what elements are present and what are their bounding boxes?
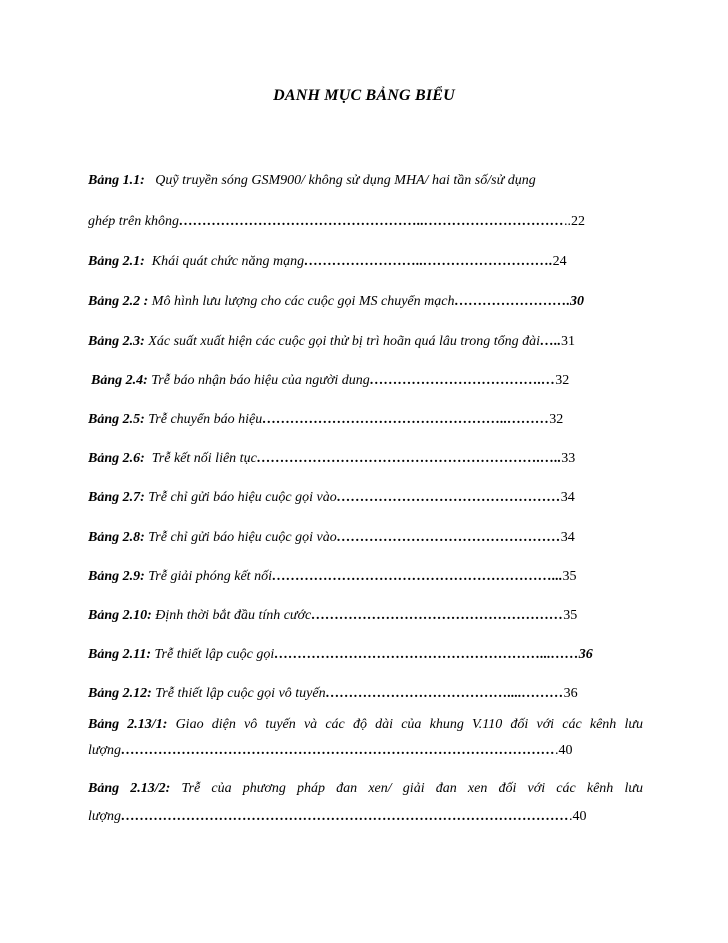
- page-number: 35: [563, 608, 578, 623]
- page-number: 32: [549, 412, 564, 427]
- toc-entry-1-1[interactable]: [88, 172, 643, 190]
- page-number: .40: [569, 809, 587, 824]
- entry-label: Bảng 2.3:: [88, 334, 145, 349]
- leader-dots: ………………………………………………: [311, 608, 564, 623]
- toc-entry-2-3[interactable]: [88, 333, 643, 351]
- toc-entry-2-2[interactable]: [88, 293, 643, 311]
- entry-text: Trễ chỉ gửi báo hiệu cuộc gọi vào: [148, 530, 337, 545]
- entry-text: Xác suất xuất hiện các cuộc gọi thử bị trì hoãn quá lâu trong tổng đài: [148, 334, 540, 349]
- leader-dots: ……………………………………………..………: [262, 412, 550, 427]
- leader-dots: …..: [539, 334, 561, 349]
- leader-dots: ……………………………….…: [369, 373, 556, 388]
- leader-dots: ……………………………………………………...: [271, 569, 563, 584]
- entry-text: Trễ thiết lập cuộc gọi: [154, 647, 275, 662]
- toc-entry-2-9[interactable]: [88, 568, 643, 586]
- page-number: .30: [566, 294, 584, 309]
- page-title: DANH MỤC BẢNG BIỂU: [273, 87, 455, 104]
- entry-label: Bảng 2.6:: [88, 451, 145, 466]
- entry-text: Trễ chỉ gửi báo hiệu cuộc gọi vào: [148, 490, 337, 505]
- entry-text: Giao diện vô tuyến và các độ dài của khung V.110 đối với các kênh lưu: [175, 717, 643, 732]
- leader-dots: …………………………………………: [336, 530, 561, 545]
- entry-text: Trễ báo nhận báo hiệu của người dung: [151, 373, 370, 388]
- toc-entry-2-13-2[interactable]: [88, 780, 643, 798]
- toc-entry-2-10[interactable]: [88, 607, 643, 625]
- entry-text: Quỹ truyền sóng GSM900/ không sử dụng MHA/ hai tần số/sử dụng: [155, 173, 536, 188]
- entry-text: Trễ của phương pháp đan xen/ giải đan xen đối với các kênh lưu: [181, 781, 643, 796]
- entry-text: Trễ giải phóng kết nối: [148, 569, 272, 584]
- leader-dots: ……………………………………………………………………………………: [121, 809, 569, 824]
- entry-text: Khái quát chức năng mạng: [151, 254, 305, 269]
- entry-label: Bảng 2.11:: [88, 647, 152, 662]
- leader-dots: …………………………………....………: [325, 686, 564, 701]
- toc-entry-2-4[interactable]: [91, 372, 646, 390]
- toc-entry-2-13-1-continued[interactable]: [88, 742, 643, 760]
- page-number: ..22: [563, 214, 585, 229]
- entry-text: Định thời bắt đầu tính cước: [155, 608, 312, 623]
- toc-entry-2-6[interactable]: [88, 450, 643, 468]
- entry-text-continued: lượng: [88, 809, 121, 824]
- page-number: 34: [560, 530, 575, 545]
- page-number: 24: [552, 254, 567, 269]
- page-number: 32: [555, 373, 570, 388]
- toc-entry-2-8[interactable]: [88, 529, 643, 547]
- entry-label: Bảng 2.4:: [91, 373, 148, 388]
- leader-dots: …………………………………………………………………………………: [121, 743, 555, 758]
- entry-label: Bảng 2.1:: [88, 254, 145, 269]
- entry-text: Trễ thiết lập cuộc gọi vô tuyến: [155, 686, 326, 701]
- entry-label: Bảng 2.13/2:: [88, 781, 171, 796]
- entry-label: Bảng 2.13/1:: [88, 717, 168, 732]
- toc-entry-2-13-2-continued[interactable]: [88, 808, 643, 826]
- page-number: 31: [560, 334, 575, 349]
- toc-entry-2-13-1[interactable]: [88, 716, 643, 734]
- leader-dots: ……………………: [454, 294, 567, 309]
- page-number: 34: [560, 490, 575, 505]
- leader-dots: …………………………………………: [336, 490, 561, 505]
- page-number: 36: [578, 647, 593, 662]
- entry-label: Bảng 2.2 :: [88, 294, 149, 309]
- entry-label: Bảng 1.1:: [88, 173, 145, 188]
- entry-text: Trễ chuyển báo hiệu: [148, 412, 263, 427]
- toc-entry-2-11[interactable]: [88, 646, 643, 664]
- entry-text: Mô hình lưu lượng cho các cuộc gọi MS chuyển mạch: [151, 294, 455, 309]
- entry-label: Bảng 2.7:: [88, 490, 145, 505]
- entry-label: Bảng 2.10:: [88, 608, 152, 623]
- toc-entry-2-7[interactable]: [88, 489, 643, 507]
- toc-entry-2-12[interactable]: [88, 685, 643, 703]
- leader-dots: …………………………………………………….…..: [256, 451, 562, 466]
- leader-dots: ……………………………………………..…………………………: [178, 214, 564, 229]
- toc-entry-2-5[interactable]: [88, 411, 643, 429]
- page-number: .40: [555, 743, 573, 758]
- entry-text: Trễ kết nối liên tục: [151, 451, 257, 466]
- page-number: 36: [563, 686, 578, 701]
- toc-entry-1-1-continued[interactable]: [88, 213, 643, 231]
- entry-label: Bảng 2.12:: [88, 686, 152, 701]
- page-number: 35: [562, 569, 577, 584]
- entry-text-continued: ghép trên không: [88, 214, 179, 229]
- entry-text-continued: lượng: [88, 743, 121, 758]
- toc-entry-2-1[interactable]: [88, 253, 643, 271]
- leader-dots: ……………………..……………………….: [304, 254, 553, 269]
- leader-dots: …………………………………………………...……: [274, 647, 579, 662]
- page-number: 33: [561, 451, 576, 466]
- entry-label: Bảng 2.8:: [88, 530, 145, 545]
- entry-label: Bảng 2.9:: [88, 569, 145, 584]
- entry-label: Bảng 2.5:: [88, 412, 145, 427]
